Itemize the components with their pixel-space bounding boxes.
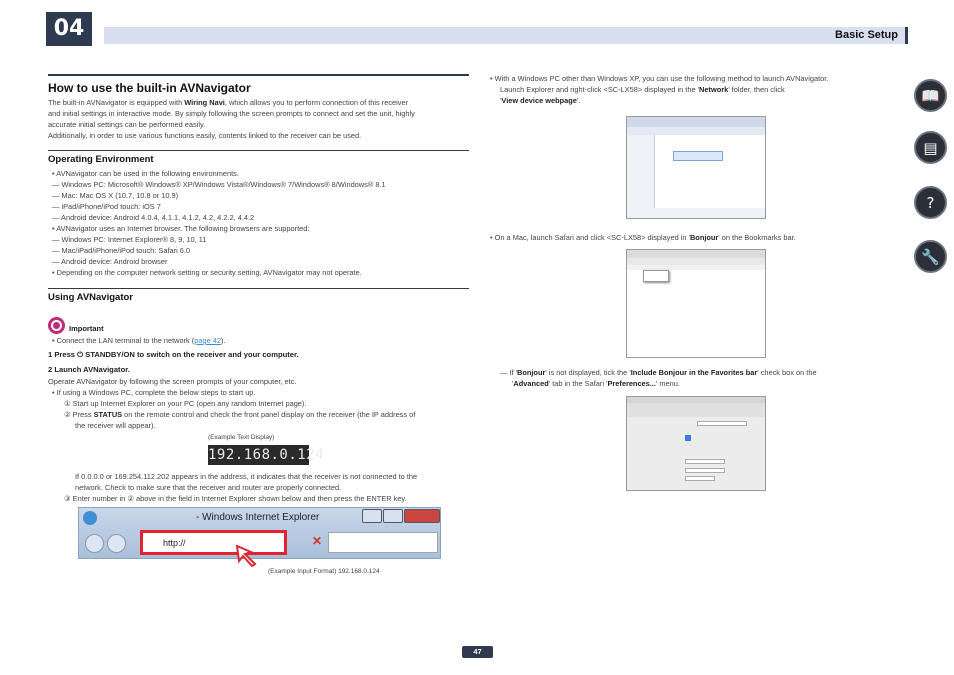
explorer-details-pane [627,208,765,219]
list-item: — Android device: Android browser [52,257,168,266]
list-item: • AVNavigator uses an Internet browser. The following browsers are supported: [52,224,310,233]
cursor-arrow-icon [235,544,265,568]
list-item: — Windows PC: Internet Explorer® 8, 9, 10, 11 [52,235,207,244]
section-title: Basic Setup [835,29,898,41]
help-icon[interactable]: ? [914,186,947,219]
windows-other-line-2: Launch Explorer and right-click <SC-LX58> displayed in the 'Network' folder, then click [500,85,785,94]
wiring-navi-term: Wiring Navi [184,98,225,107]
windows-other-line-3: 'View device webpage'. [500,96,581,105]
page-link[interactable]: page 42 [194,336,221,345]
step-2-text: Operate AVNavigator by following the screen prompts of your computer, etc. [48,377,297,386]
search-field[interactable] [328,532,438,553]
back-icon[interactable] [85,534,104,553]
stop-icon[interactable]: ✕ [312,534,323,548]
maximize-icon[interactable] [383,509,403,523]
sub-step-2-cont: the receiver will appear). [75,421,156,430]
example-input-caption: (Example Input Format) 192.168.0.124 [268,568,380,575]
book-icon[interactable]: 📖 [914,79,947,112]
minimize-icon[interactable] [362,509,382,523]
close-icon[interactable] [404,509,440,523]
note-line-2: network. Check to make sure that the receiver and router are properly connected. [75,483,342,492]
prefs-field [697,421,747,426]
address-text: http:// [163,538,186,548]
front-panel-display: 192.168.0.124 [208,447,325,463]
list-item: — Mac/iPad/iPhone/iPod touch: Safari 6.0 [52,246,191,255]
explorer-screenshot [626,116,766,219]
step-1: 1 Press ⏻ STANDBY/ON to switch on the receiver and your computer. [48,350,299,359]
sub-step-2: ② Press STATUS on the remote control and check the front panel display on the receiver (the IP address of [64,410,416,419]
explorer-titlebar [627,117,765,127]
env-rule [48,150,469,151]
ie-window-screenshot [78,507,441,559]
list-item: — Android device: Android 4.0.4, 4.1.1, 4.1.2, 4.2, 4.2.2, 4.4.2 [52,213,255,222]
list-item: • AVNavigator can be used in the following environments. [52,169,239,178]
network-term: Network [699,85,729,94]
sub-step-1: ① Start up Internet Explorer on your PC (open any random Internet page). [64,399,307,408]
status-term: STATUS [93,410,123,419]
sub-step-3: ③ Enter number in ② above in the field in Internet Explorer shown below and then press the ENTER key. [64,494,407,503]
windows-bullet: • If using a Windows PC, complete the below steps to start up. [52,388,256,397]
note-line-1: If 0.0.0.0 or 169.254.112.202 appears in the address, it indicates that the receiver is not connected to the [75,472,418,481]
explorer-nav-pane [627,135,655,208]
page-title: How to use the built-in AVNavigator [48,81,251,95]
safari-titlebar [627,250,765,258]
remote-icon[interactable]: ▤ [914,131,947,164]
list-item: — Windows PC: Microsoft® Windows® XP/Windows Vista®/Windows® 7/Windows® 8/Windows® 8.1 [52,180,386,189]
mac-bullet: • On a Mac, launch Safari and click <SC-LX58> displayed in 'Bonjour' on the Bookmarks bar. [490,233,796,242]
prefs-button [685,476,715,481]
ie-logo-icon [83,511,97,525]
bonjour-note-line-2: 'Advanced' tab in the Safari 'Preferences...' menu. [512,379,680,388]
ie-window-title: - Windows Internet Explorer [196,512,320,523]
using-heading: Using AVNavigator [48,292,133,303]
intro-paragraph: The built-in AVNavigator is equipped with Wiring Navi, which allows you to perform connection of this receiver and initial settings in interactive mode. By simply following the screen prompts to connect and set the unit, highly accurate initial settings can be performed easily. Additionally, in order to use various functions easily, contents linked to the receiver can be used. [48,98,415,140]
using-rule [48,288,469,289]
include-bonjour-checkbox [685,435,691,441]
important-label: Important [69,324,104,333]
title-rule [48,74,469,76]
step-2: 2 Launch AVNavigator. [48,365,130,374]
view-device-term: View device webpage [501,96,577,105]
windows-other-bullet: • With a Windows PC other than Windows XP, you can use the following method to launch AVNavigator. [490,74,829,83]
include-bonjour-term: Include Bonjour in the Favorites bar [630,368,758,377]
important-text: • Connect the LAN terminal to the network (page 42). [52,336,226,345]
header-bar [104,27,908,44]
list-item: — iPad/iPhone/iPod touch: iOS 7 [52,202,161,211]
explorer-device-item [673,151,723,161]
safari-toolbar [627,258,765,265]
preferences-term: Preferences... [607,379,656,388]
prefs-select-2 [685,468,725,473]
list-item: — Mac: Mac OS X (10.7, 10.8 or 10.9) [52,191,179,200]
prefs-select-1 [685,459,725,464]
bonjour-term: Bonjour [689,233,719,242]
page-number: 47 [462,646,493,658]
header-bar-end [905,27,908,44]
safari-screenshot [626,249,766,358]
list-item: • Depending on the computer network setting or security setting, AVNavigator may not operate. [52,268,362,277]
forward-icon[interactable] [107,534,126,553]
wrench-icon[interactable]: 🔧 [914,240,947,273]
explorer-toolbar [627,127,765,135]
bonjour-menu [643,270,669,282]
advanced-term: Advanced [513,379,549,388]
bonjour-note-line-1: — If 'Bonjour' is not displayed, tick the 'Include Bonjour in the Favorites bar' check box on the [500,368,817,377]
example-display-caption: (Example Text Display) [208,434,275,441]
env-heading: Operating Environment [48,154,154,165]
important-icon [48,317,65,334]
prefs-tabs [627,403,765,417]
safari-preferences-screenshot [626,396,766,491]
chapter-number: 04 [46,12,92,46]
